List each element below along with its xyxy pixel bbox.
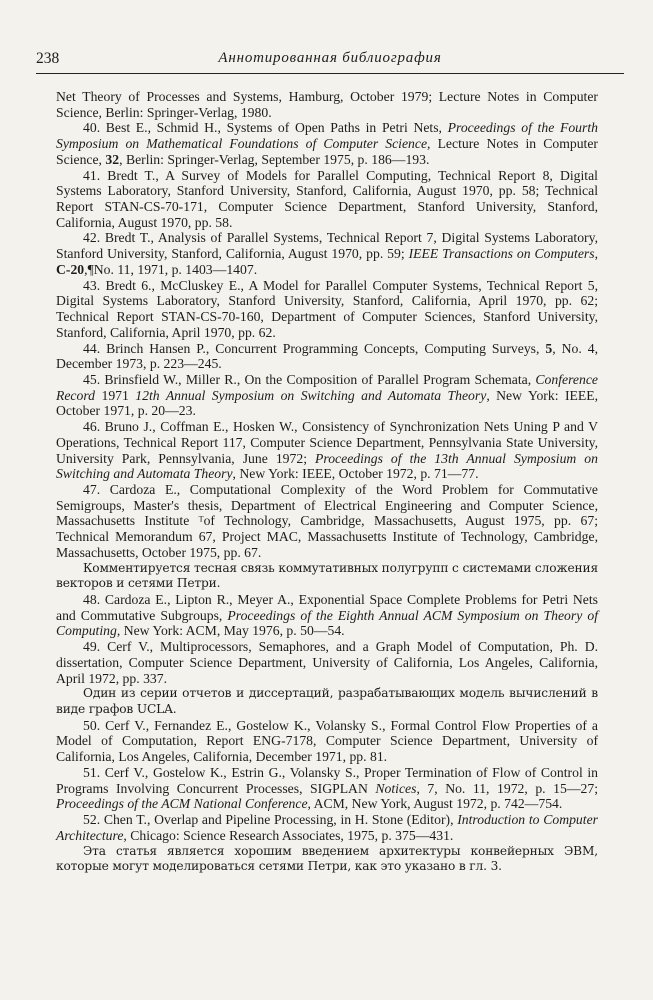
italic-title: 12th Annual Symposium on Switching and Automata Theory — [135, 387, 487, 403]
entry-text: , New York: IEEE, October 1972, p. 71—77. — [232, 466, 479, 482]
entry-text: 40. Best E., Schmid H., Systems of Open Paths in Petri Nets, — [83, 120, 448, 136]
entry-text: Net Theory of Processes and Systems, Hamburg, October 1979; Lecture Notes in Computer Science, Berlin: Springer-Verlag, 1980. — [56, 89, 598, 120]
entry-text: 45. Brinsfield W., Miller R., On the Composition of Parallel Program Schemata, — [83, 371, 536, 387]
entry-text: , Chicago: Science Research Associates, 1975, p. 375—431. — [123, 827, 454, 843]
bibliography-entry — [56, 812, 598, 843]
entry-text: 41. Bredt T., A Survey of Models for Parallel Computing, Technical Report 8, Digital Systems Laboratory, Stanford University, Stanford, California, August 1970, pp. 58; Technical Report STAN-CS-70-171, Computer Science Department, Stanford University, Stanford, California, August 1970, pp. 58. — [56, 167, 598, 230]
bibliography-entry — [56, 168, 598, 231]
italic-title: Conference Record — [56, 371, 598, 403]
entry-text: , — [594, 246, 598, 262]
entry-text: 52. Chen T., Overlap and Pipeline Processing, in H. Stone (Editor), — [83, 812, 458, 828]
entry-text: 47. Cardoza E., Computational Complexity of the Word Problem for Commutative Semigroups, Master's thesis, Department of Electrical Engineering and Computer Science, Massachusetts Institute ᵀof Technology, Cambridge, Massachusetts, August 1975, pp. 67; Technical Memorandum 67, Project MAC, Massachusetts Institute of Technology, Cambridge, Massachusetts, October 1975, pp. 67. — [56, 481, 598, 560]
entry-text: , New York: ACM, May 1976, p. 50—54. — [116, 623, 345, 639]
bibliography-entry — [56, 639, 598, 686]
entry-text: 51. Cerf V., Gostelow K., Estrin G., Volansky S., Proper Termination of Flow of Control in Programs Involving Concurrent Processes, SIGPLAN — [56, 764, 598, 796]
bibliography-entry — [56, 592, 598, 639]
entry-text: Комментируется тесная связь коммутативных полугрупп с системами сложения векторов и сетями Петри. — [56, 560, 598, 591]
header-rule — [36, 73, 624, 74]
entry-text: 46. Bruno J., Coffman E., Hosken W., Consistency of Synchronization Nets Uning P and V Operations, Technical Report 117, Computer Science Department, Pennsylvania State University, University Park, Pennsylvania, June 1972; — [56, 419, 598, 466]
entry-text: 44. Brinch Hansen P., Concurrent Programming Concepts, Computing Surveys, — [83, 340, 546, 356]
entry-text: 49. Cerf V., Multiprocessors, Semaphores, and a Graph Model of Computation, Ph. D. dissertation, Computer Science Department, University of California, Los Angeles, California, April 1972, pp. 337. — [56, 639, 598, 686]
entry-text: Эта статья является хорошим введением архитектуры конвейерных ЭВМ, которые могут моделироваться сетями Петри, как это указано в гл. 3. — [56, 843, 598, 874]
italic-title: Proceedings of the ACM National Conference — [56, 796, 308, 812]
entry-text: , Lecture Notes in Computer Science, — [56, 136, 598, 167]
entry-text: 50. Cerf V., Fernandez E., Gostelow K., Volansky S., Formal Control Flow Properties of a Model of Computation, Report ENG-7178, Computer Science Department, University of California, Los Angeles, California, December 1971, pp. 81. — [56, 717, 598, 765]
entry-text: , No. 4, December 1973, p. 223—245. — [56, 340, 599, 372]
entry-text: 42. Bredt T., Analysis of Parallel Systems, Technical Report 7, Digital Systems Laboratory, Stanford University, Stanford, California, August 1970, pp. 59; — [56, 230, 598, 262]
entry-text: , Berlin: Springer-Verlag, September 1975, p. 186—193. — [119, 151, 430, 167]
italic-title: IEEE Transactions on Computers — [408, 246, 595, 262]
italic-title: Proceedings of the Eighth Annual ACM Symposium on Theory of Computing — [56, 607, 598, 639]
bibliography-entry — [56, 482, 598, 561]
entry-text: ,¶No. 11, 1971, p. 1403—1407. — [84, 261, 258, 277]
entry-text: Один из серии отчетов и диссертаций, разрабатывающих модель вычислений в виде графов UCLA. — [56, 686, 598, 717]
bibliography-entry — [56, 278, 598, 341]
bibliography-entry — [56, 120, 598, 167]
entry-text: , ACM, New York, August 1972, p. 742—754. — [307, 796, 563, 812]
annotation-paragraph — [56, 686, 598, 717]
volume-number: 5 — [545, 340, 553, 356]
bibliography-entry — [56, 341, 598, 372]
bibliography-entry — [56, 718, 598, 765]
bibliography-entry — [56, 372, 598, 419]
bibliography-entry — [56, 230, 598, 277]
bibliography-entry — [56, 419, 598, 482]
volume-number: C-20 — [56, 261, 85, 277]
bibliography-entry — [56, 89, 598, 120]
entry-text: , 7, No. 11, 1972, p. 15—27; — [416, 780, 598, 796]
entry-text: , New York: IEEE, October 1971, p. 20—23. — [56, 387, 599, 419]
annotation-paragraph — [56, 561, 598, 592]
volume-number: 32 — [105, 151, 120, 167]
annotation-paragraph — [56, 844, 598, 875]
italic-title: Notices — [375, 780, 417, 796]
italic-title: Proceedings of the Fourth Symposium on Mathematical Foundations of Computer Science — [56, 120, 598, 152]
italic-title: Proceedings of the 13th Annual Symposium on Switching and Automata Theory — [56, 450, 598, 482]
entry-text: 1971 — [95, 387, 136, 403]
entry-text: 48. Cardoza E., Lipton R., Meyer A., Exponential Space Complete Problems for Petri Nets and Commutative Subgroups, — [56, 592, 598, 623]
page-header — [36, 44, 624, 74]
entry-text: 43. Bredt 6., McCluskey E., A Model for Parallel Computer Systems, Technical Report 5, Digital Systems Laboratory, Stanford University, Stanford, California, April 1970, pp. 62; Technical Report STAN-CS-70-160, Department of Computer Sciences, Stanford University, Stanford, California, April 1970, pp. 62. — [56, 277, 598, 340]
bibliography-list — [56, 89, 598, 875]
italic-title: Introduction to Computer Architecture — [56, 812, 598, 843]
running-title: Аннотированная библиография — [218, 50, 442, 66]
page-number: 238 — [36, 50, 60, 67]
bibliography-entry — [56, 765, 598, 812]
